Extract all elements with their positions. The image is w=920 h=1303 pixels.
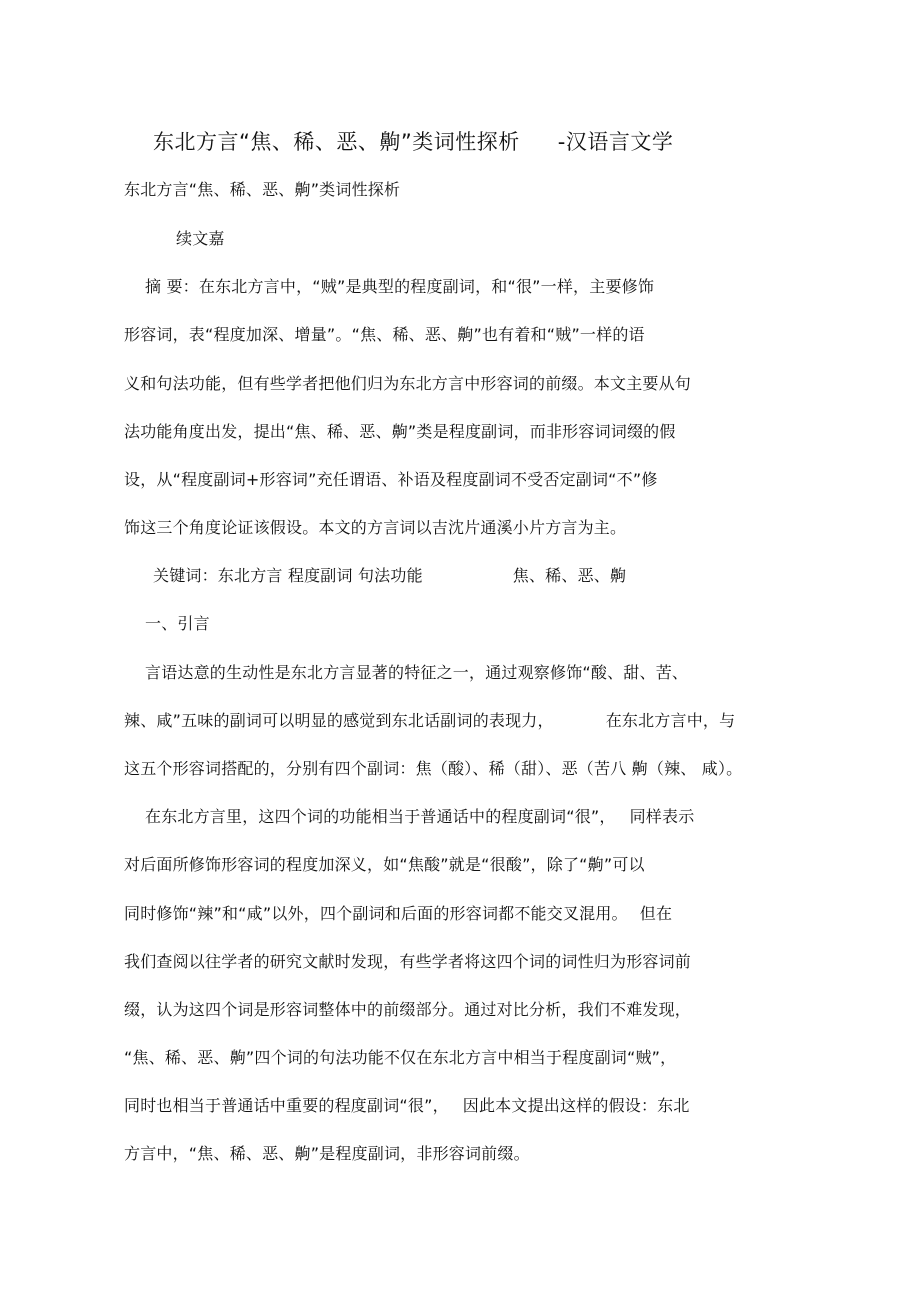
body-line-9: “焦、稀、恶、齁”四个词的句法功能不仅在东北方言中相当于程度副词“贼”，: [124, 1048, 677, 1067]
abstract-line-5: 设，从“程度副词+形容词”充任谓语、补语及程度副词不受否定副词“不”修: [124, 470, 658, 489]
body-line-10: [124, 1096, 690, 1116]
body-line-10-part-a: 同时也相当于普通话中重要的程度副词“很”，: [124, 1096, 449, 1115]
subtitle: 东北方言“焦、稀、恶、齁”类词性探析: [124, 180, 401, 199]
abstract-line-6: 饰这三个角度论证该假设。本文的方言词以吉沈片通溪小片方言为主。: [124, 518, 627, 537]
abstract-line-4: 法功能角度出发，提出“焦、稀、恶、齁”类是程度副词，而非形容词词缀的假: [124, 422, 676, 441]
keywords-line: [153, 566, 626, 586]
title-main: 东北方言“焦、稀、恶、齁”类词性探析: [153, 130, 520, 154]
body-line-7: 我们查阅以往学者的研究文献时发现，有些学者将这四个词的词性归为形容词前: [124, 952, 692, 971]
body-line-1: 言语达意的生动性是东北方言显著的特征之一，通过观察修饰“酸、甜、苦、: [145, 663, 689, 682]
body-line-5: 对后面所修饰形容词的程度加深义，如“焦酸”就是“很酸”，除了“齁”可以: [124, 855, 645, 874]
keywords-label: 关键词：东北方言 程度副词 句法功能: [153, 566, 423, 585]
body-line-2-part-b: 在东北方言中，与: [605, 711, 736, 730]
body-line-8: 缀，认为这四个词是形容词整体中的前缀部分。通过对比分析，我们不难发现，: [124, 1000, 692, 1019]
body-line-4-part-a: 在东北方言里，这四个词的功能相当于普通话中的程度副词“很”，: [145, 807, 616, 826]
section-heading: 一、引言: [145, 614, 210, 633]
document-title: [153, 129, 673, 155]
abstract-line-2: 形容词，表“程度加深、增量”。“焦、稀、恶、齁”也有着和“贼”一样的语: [124, 325, 645, 344]
body-line-2-part-a: 辣、咸”五味的副词可以明显的感觉到东北话副词的表现力，: [124, 711, 554, 730]
body-line-3: 这五个形容词搭配的，分别有四个副词：焦（酸）、稀（甜）、恶（苦八 齁（辣、 咸）。: [124, 759, 743, 778]
body-line-4: [145, 807, 694, 827]
author: 续文嘉: [176, 229, 225, 248]
abstract-line-3: 义和句法功能，但有些学者把他们归为东北方言中形容词的前缀。本文主要从句: [124, 374, 692, 393]
body-line-6-part-a: 同时修饰“辣”和“咸”以外，四个副词和后面的形容词都不能交叉混用。: [124, 904, 628, 923]
keywords-tail: 焦、稀、恶、齁: [512, 566, 627, 585]
body-line-11: 方言中，“焦、稀、恶、齁”是程度副词，非形容词前缀。: [124, 1144, 530, 1163]
body-line-4-part-b: 同样表示: [629, 807, 695, 826]
body-line-10-part-b: 因此本文提出这样的假设：东北: [462, 1096, 690, 1115]
body-line-6: [124, 904, 672, 924]
body-line-2: [124, 711, 735, 731]
abstract-line-1: 摘 要：在东北方言中，“贼”是典型的程度副词，和“很”一样，主要修饰: [145, 277, 655, 296]
title-suffix: -汉语言文学: [557, 130, 674, 154]
body-line-6-part-b: 但在: [639, 904, 673, 923]
